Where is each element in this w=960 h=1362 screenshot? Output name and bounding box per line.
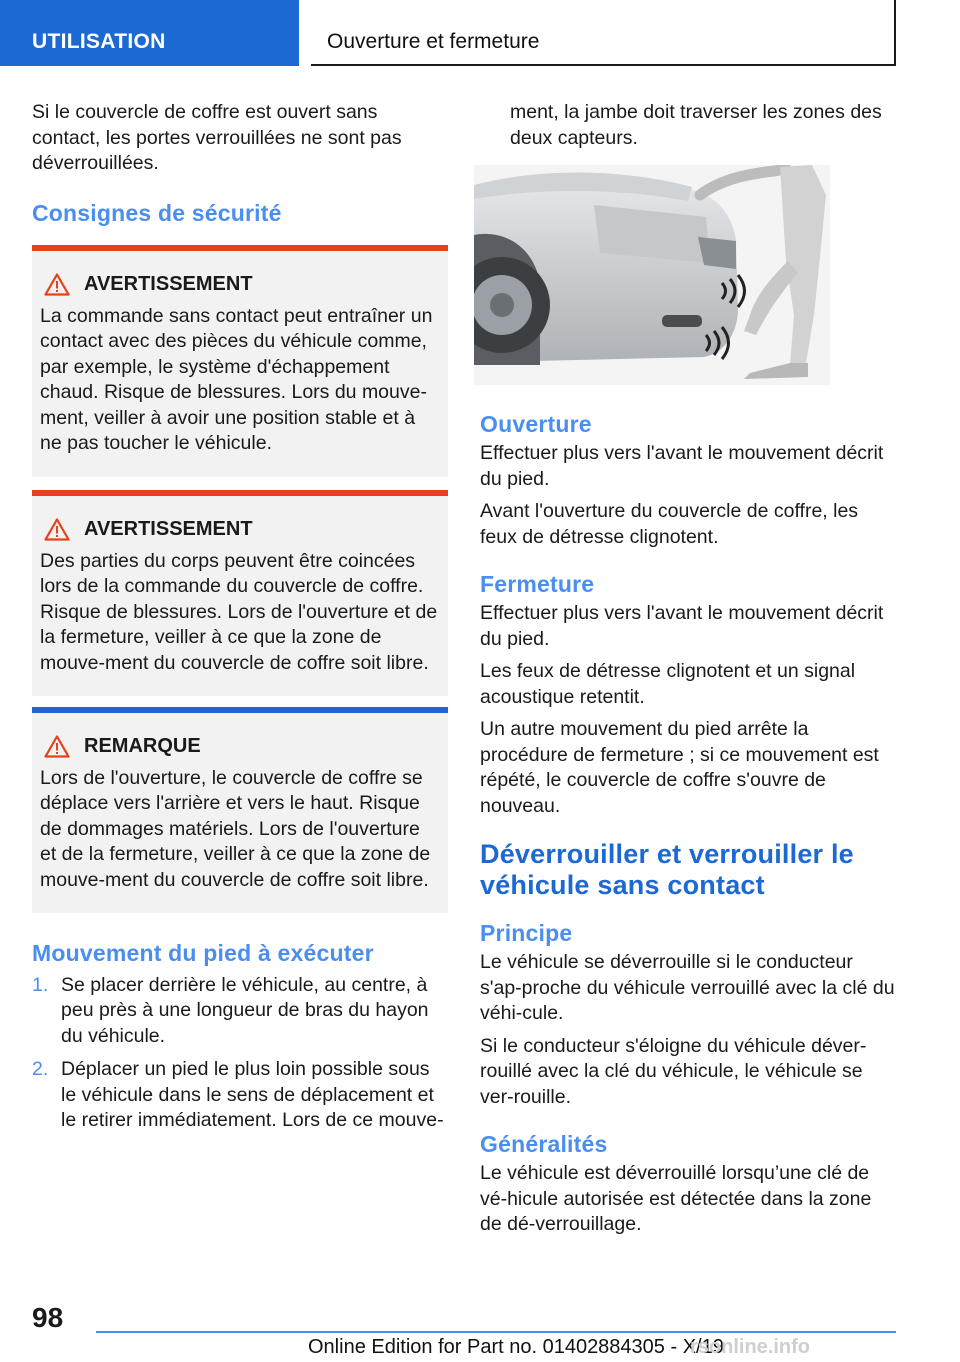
left-column: [32, 100, 448, 1142]
warning-triangle-icon: [44, 735, 70, 758]
list-item: [32, 1057, 448, 1134]
intro-paragraph: Si le couvercle de coffre est ouvert sans contact, les portes verrouillées ne sont pas déverrouillées.: [32, 101, 402, 174]
header-section-tab: [0, 0, 299, 66]
general-heading: Généralités: [480, 1131, 608, 1157]
safety-heading: Consignes de sécurité: [32, 199, 282, 226]
step-number: 1.: [32, 973, 49, 996]
closing-paragraph-3: Un autre mouvement du pied arrête la procédure de fermeture ; si ce mouvement est répété, le couvercle de coffre s'ouvre de nouveau.: [480, 718, 879, 817]
opening-heading: Ouverture: [480, 411, 592, 437]
closing-paragraph-1: Effectuer plus vers l'avant le mouvement décrit du pied.: [480, 602, 884, 650]
movement-steps: [32, 973, 448, 1134]
step-text: Se placer derrière le véhicule, au centre, à peu près à une longueur de bras du hayon du véhicule.: [61, 973, 429, 1047]
unlock-lock-heading: Déverrouiller et verrouiller le véhicule sans contact: [480, 839, 854, 900]
foot-gesture-illustration: [474, 165, 830, 385]
page-number: 98: [32, 1302, 64, 1333]
step-number: 2.: [32, 1058, 49, 1080]
warning-1-title: AVERTISSEMENT: [84, 273, 253, 295]
list-item: [32, 973, 448, 1050]
opening-paragraph-2: Avant l'ouverture du couvercle de coffre, les feux de détresse clignotent.: [480, 500, 859, 548]
note-title: REMARQUE: [84, 735, 201, 757]
warning-box-2: [32, 490, 448, 696]
principle-heading: Principe: [480, 920, 573, 946]
continuation-paragraph: ment, la jambe doit traverser les zones des deux capteurs.: [510, 101, 882, 149]
note-box: [32, 707, 448, 913]
warning-2-title: AVERTISSEMENT: [84, 518, 253, 540]
movement-heading: Mouvement du pied à exécuter: [32, 939, 374, 966]
closing-paragraph-2: Les feux de détresse clignotent et un signal acoustique retentit.: [480, 660, 856, 708]
header-chapter-tab: [311, 0, 896, 66]
footer-edition: Online Edition for Part no. 01402884305 - X/19: [308, 1336, 724, 1358]
opening-paragraph-1: Effectuer plus vers l'avant le mouvement décrit du pied.: [480, 442, 884, 490]
general-paragraph-1: Le véhicule est déverrouillé lorsqu’une clé de vé-hicule autorisée est détectée dans la zone de dé-verrouillage.: [480, 1162, 872, 1235]
note-text: Lors de l'ouverture, le couvercle de coffre se déplace vers l'arrière et vers le haut. Risque de dommages matériels. Lors de l'ouverture et de la fermeture, veiller à ce que la zone de mouve-ment du couvercle de coffre soit libre.: [40, 766, 431, 891]
footer-watermark: rsonline.info: [690, 1336, 810, 1358]
closing-heading: Fermeture: [480, 571, 595, 597]
header-section-label: UTILISATION: [32, 30, 166, 53]
warning-box-1: [32, 245, 448, 477]
warning-triangle-icon: [44, 518, 70, 541]
principle-paragraph-1: Le véhicule se déverrouille si le conducteur s'ap-proche du véhicule verrouillé avec la clé du véhi-cule.: [480, 951, 895, 1024]
step-text: Déplacer un pied le plus loin possible sous le véhicule dans le sens de déplacement et le retirer immédiatement. Lors de ce mouve-: [61, 1058, 444, 1131]
header-chapter-label: Ouverture et fermeture: [327, 30, 540, 53]
right-column: [480, 100, 898, 1245]
warning-1-text: La commande sans contact peut entraîner un contact avec des pièces du véhicule comme, par exemple, le système d'échappement chaud. Risque de blessures. Lors du mouve-ment, veiller à avoir une position stable et à ne pas toucher le véhicule.: [40, 304, 433, 454]
footer-rule: [96, 1331, 896, 1333]
warning-triangle-icon: [44, 273, 70, 296]
warning-2-text: Des parties du corps peuvent être coincées lors de la commande du couvercle de coffre. Risque de blessures. Lors de l'ouverture et de la fermeture, veiller à ce que la zone de mouve-ment du couvercle de coffre soit libre.: [40, 549, 438, 674]
principle-paragraph-2: Si le conducteur s'éloigne du véhicule déver-rouillé avec la clé du véhicule, le véhicule se ver-rouille.: [480, 1034, 867, 1108]
